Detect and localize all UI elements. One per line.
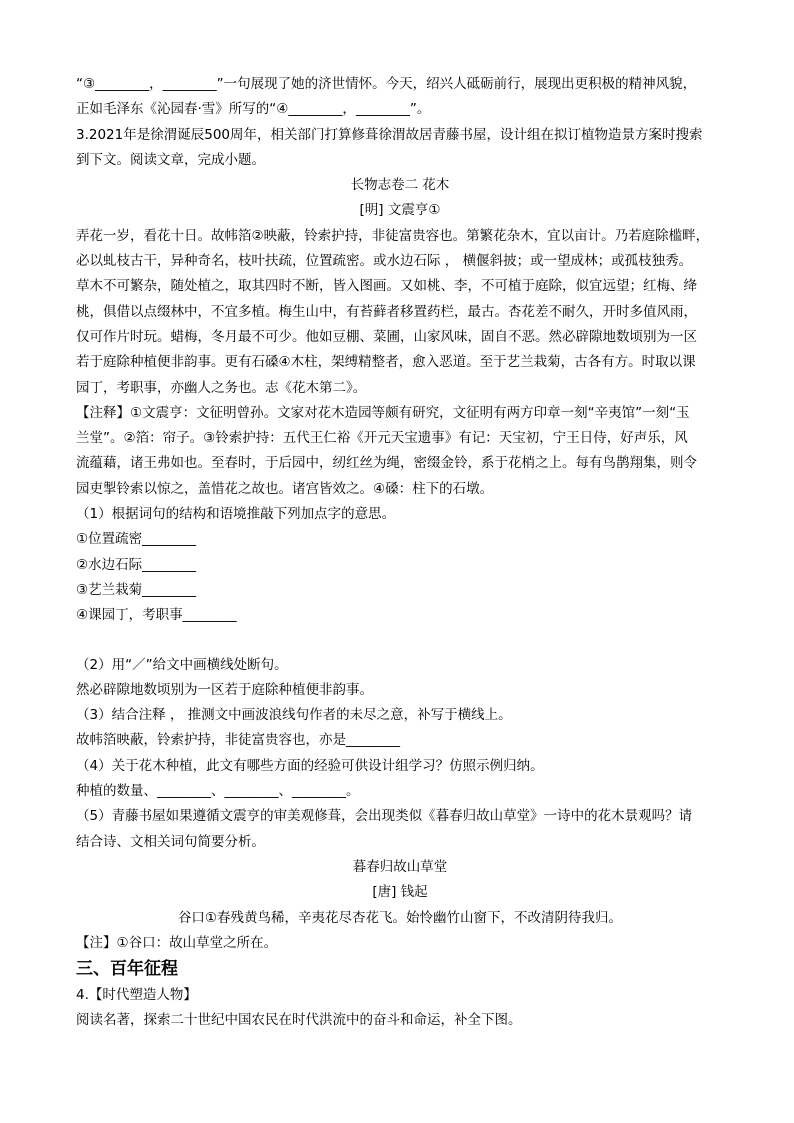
question-3-intro: 3.2021年是徐渭诞辰500周年，相关部门打算修葺徐渭故居青藤书屋，设计组在拟订植物造景方案时搜索: [76, 126, 703, 143]
sub-question-3-text: 故帏箔映蔽，铃索护持，非徒富贵容也，亦是________: [76, 732, 400, 749]
article-paragraph-line: 若于庭除种植便非韵事。更有石磉④木柱，架缚精整者，愈入恶道。至于艺兰栽菊，古各有方。时取以课: [76, 354, 696, 371]
annotation-line: 流蕴藉，诸王弗如也。至春时，于后园中，纫红丝为绳，密缀金铃，系于花梢之上。每有鸟鹊翔集，则令: [76, 455, 697, 472]
annotation-line: 兰堂”。②箔：帘子。③铃索护持：五代王仁裕《开元天宝遗事》有记：天宝初，宁王日侍，好声乐，风: [76, 430, 688, 447]
question-4-title: 4.【时代塑造人物】: [76, 987, 197, 1004]
sub-question-5-line: 结合诗、文相关词句简要分析。: [76, 833, 265, 850]
article-paragraph-line: 弄花一岁，看花十日。故帏箔②映蔽，铃索护持，非徒富贵容也。第繁花杂木，宜以亩计。乃若庭除槛畔，: [76, 227, 710, 244]
article-paragraph-line: 仅可作片时玩。蜡梅，冬月最不可少。他如豆棚、菜圃，山家风味，固自不恶。然必辟隙地数顷别为一区: [76, 328, 697, 345]
sub-question-1-item: ③艺兰栽菊________: [76, 581, 197, 598]
article-paragraph-line: 桃，俱借以点缀林中，不宜多植。梅生山中，有苔藓者移置药栏，最古。杏花差不耐久，开时多值风雨，: [76, 303, 697, 320]
text-line: 到下文。阅读文章，完成小题。: [76, 151, 265, 168]
sub-question-1-item: ②水边石际________: [76, 556, 197, 573]
sub-question-2-text: 然必辟隙地数顷别为一区若于庭除种植便非韵事。: [76, 681, 373, 698]
article-paragraph-line: 必以虬枝古干，异种奇名，枝叶扶疏，位置疏密。或水边石际 ， 横偃斜披；或一望成林；或孤枝独秀。: [76, 253, 693, 270]
sub-question-4: （4）关于花木种植，此文有哪些方面的经验可供设计组学习？仿照示例归纳。: [76, 757, 544, 774]
poem-body: 谷口①春残黄鸟稀，辛夷花尽杏花飞。始怜幽竹山窗下，不改清阴待我归。: [177, 909, 623, 926]
sub-question-4-text: 种植的数量、________、________、________。: [76, 783, 360, 800]
sub-question-5: （5）青藤书屋如果遵循文震亨的审美观修葺，会出现类似《暮春归故山草堂》一诗中的花木景观吗？请: [76, 808, 693, 825]
poem-note: 【注】①谷口：故山草堂之所在。: [76, 934, 278, 951]
sub-question-1-item: ④课园丁，考职事________: [76, 607, 237, 624]
sub-question-1-item: ①位置疏密________: [76, 531, 197, 548]
article-author: [明] 文震亨①: [359, 202, 441, 219]
poem-title: 暮春归故山草堂: [352, 858, 448, 875]
annotation-line: 【注释】①文震亨：文征明曾孙。文家对花木造园等颇有研究，文征明有两方印章一刻“辛夷馆”一刻“玉: [76, 404, 690, 421]
article-paragraph-line: 草木不可繁杂，随处植之，取其四时不断，皆入图画。又如桃、李，不可植于庭除，似宜远望；红梅、绛: [76, 278, 697, 295]
text-line: “③________，________”一句展现了她的济世情怀。今天，绍兴人砥砺前行，展现出更积极的精神风貌，: [76, 76, 697, 92]
sub-question-1: （1）根据词句的结构和语境推敲下列加点字的意思。: [76, 506, 396, 523]
article-title: 长物志卷二 花木: [350, 177, 450, 194]
sub-question-2: （2）用“／”给文中画横线处断句。: [76, 656, 288, 673]
article-paragraph-line: 园丁，考职事，亦幽人之务也。志《花木第二》。: [76, 379, 367, 396]
sub-question-3: （3）结合注释 ， 推测文中画波浪线句作者的未尽之意，补写于横线上。: [76, 707, 512, 724]
section-heading: 三、百年征程: [76, 959, 178, 980]
spacer: [76, 629, 724, 653]
annotation-line: 园吏掣铃索以惊之，盖惜花之故也。诸宫皆效之。④磉：柱下的石墩。: [76, 480, 494, 497]
poem-author: [唐] 钱起: [372, 884, 428, 901]
document-page: [76, 72, 724, 1034]
question-4-text: 阅读名著，探索二十世纪中国农民在时代洪流中的奋斗和命运，补全下图。: [76, 1012, 522, 1029]
text-line: 正如毛泽东《沁园春·雪》所写的“④________，________”。: [76, 101, 431, 118]
